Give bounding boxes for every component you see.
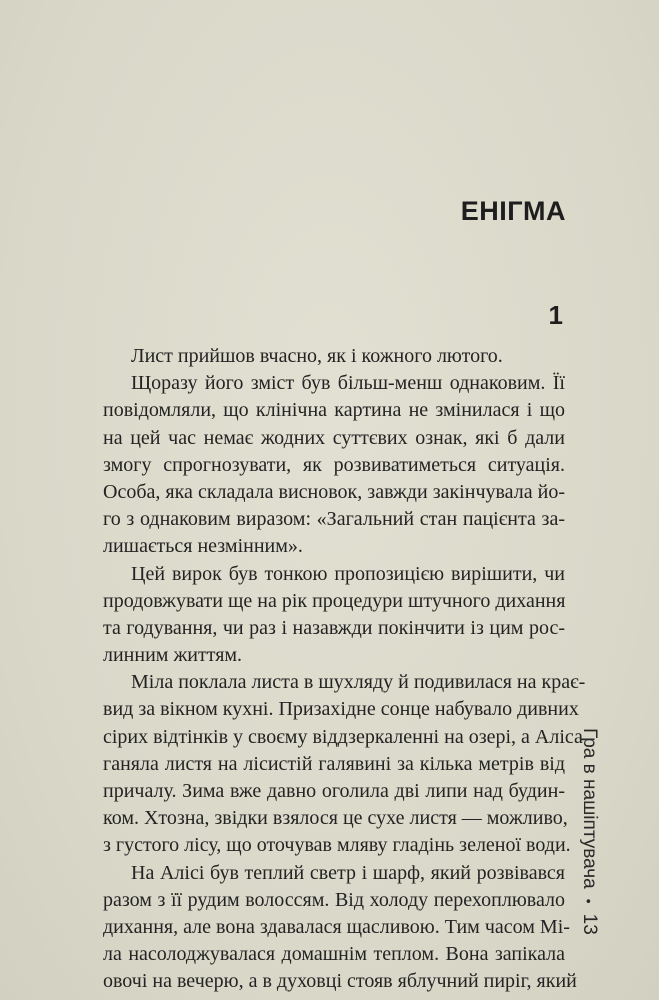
- text-line: лишається незмінним».: [103, 535, 303, 558]
- text-line: Міла поклала листа в шухляду й подивилася на крає-: [131, 671, 586, 694]
- text-line: разом з її рудим волоссям. Від холоду перехоплювало: [103, 888, 565, 911]
- text-line: повідомляли, що клінічна картина не змінилася і що: [103, 399, 565, 422]
- text-line: змогу спрогнозувати, як розвиватиметься ситуація.: [103, 453, 565, 476]
- text-line: на цей час немає жодних суттєвих ознак, які б дали: [103, 426, 565, 449]
- text-line: вид за вікном кухні. Призахідне сонце набувало дивних: [103, 698, 579, 721]
- text-line: На Алісі був теплий светр і шарф, який розвівався: [131, 861, 565, 884]
- text-line: з густого лісу, що оточував мляву гладінь зеленої води.: [103, 834, 571, 857]
- separator-dot: •: [581, 898, 597, 904]
- text-line: Щоразу його зміст був більш-менш однаковим. Її: [131, 372, 565, 395]
- book-title: Гра в нашіптувача: [579, 728, 600, 889]
- chapter-title: ЕНІГМА: [460, 196, 566, 226]
- text-line: Лист прийшов вчасно, як і кожного лютого.: [131, 345, 503, 367]
- text-line: причалу. Зима вже давно оголила дві липи над будин-: [103, 780, 565, 802]
- text-line: ла насолоджувалася домашнім теплом. Вона запікала: [103, 943, 565, 966]
- text-line: линним життям.: [103, 644, 243, 667]
- text-line: ганяла листя на лісистій галявині за кілька метрів від: [103, 752, 565, 775]
- text-line: продовжувати ще на рік процедури штучного дихання: [103, 589, 566, 612]
- text-line: дихання, але вона здавалася щасливою. Тим часом Мі-: [103, 915, 570, 938]
- text-line: Особа, яка складала висновок, завжди закінчувала йо-: [103, 480, 565, 503]
- section-number: 1: [548, 300, 563, 330]
- text-line: та годування, чи раз і назавжди покінчити із цим рос-: [103, 616, 565, 639]
- text-line: ком. Хтозна, звідки взялося це сухе листя — можливо,: [103, 807, 568, 830]
- text-line: го з однаковим виразом: «Загальний стан пацієнта за-: [103, 508, 565, 531]
- text-line: овочі на вечерю, а в духовці стояв яблучний пиріг, який: [103, 970, 577, 993]
- page-number: 13: [579, 913, 600, 935]
- text-line: Цей вирок був тонкою пропозицією вирішити, чи: [131, 562, 565, 585]
- running-head: [576, 728, 602, 968]
- text-line: сірих відтінків у своєму віддзеркаленні на озері, а Аліса: [103, 725, 583, 748]
- body-text: [103, 343, 586, 996]
